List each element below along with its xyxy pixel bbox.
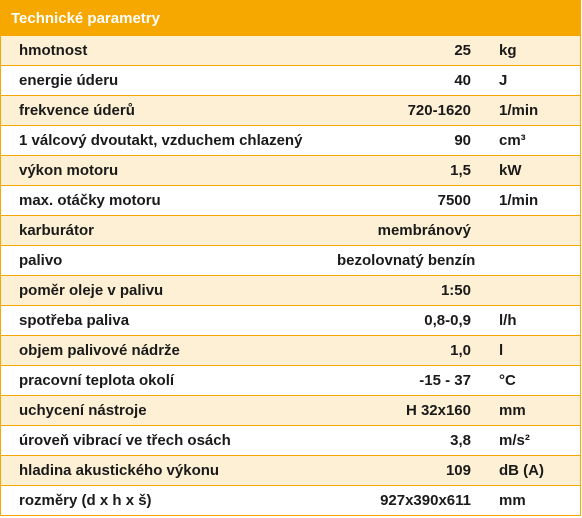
param-unit: 1/min <box>499 102 539 119</box>
table-row <box>1 126 580 156</box>
table-title: Technické parametry <box>11 10 160 27</box>
param-value: 1:50 <box>440 282 471 299</box>
table-row <box>1 306 580 336</box>
table-row <box>1 246 580 276</box>
param-unit: °C <box>499 372 516 389</box>
param-unit: mm <box>499 492 526 509</box>
param-label: hmotnost <box>19 42 88 59</box>
table-row <box>1 366 580 396</box>
param-value: 25 <box>454 42 471 59</box>
param-unit: kW <box>499 162 522 179</box>
param-unit: m/s² <box>499 432 530 449</box>
table-row <box>1 186 580 216</box>
param-unit: 1/min <box>499 192 539 209</box>
param-value: -15 - 37 <box>419 372 471 389</box>
param-value: 1,0 <box>450 342 471 359</box>
param-label: energie úderu <box>19 72 119 89</box>
param-label: pracovní teplota okolí <box>19 372 175 389</box>
table-row <box>1 336 580 366</box>
table-row <box>1 396 580 426</box>
param-value: 927x390x611 <box>380 492 471 509</box>
param-label: úroveň vibrací ve třech osách <box>19 432 231 449</box>
param-unit <box>477 216 582 246</box>
table-row <box>1 66 580 96</box>
param-unit: mm <box>499 402 526 419</box>
param-value: 90 <box>454 132 471 149</box>
param-value: 720-1620 <box>407 102 471 119</box>
param-label: frekvence úderů <box>19 102 135 119</box>
param-label: max. otáčky motoru <box>19 192 161 209</box>
param-unit <box>477 246 582 276</box>
param-label: objem palivové nádrže <box>19 342 180 359</box>
table-row <box>1 456 580 486</box>
param-label: hladina akustického výkonu <box>19 462 220 479</box>
param-value: H 32x160 <box>405 402 471 419</box>
param-unit: l/h <box>499 312 517 329</box>
param-unit: J <box>499 72 508 89</box>
param-value: bezolovnatý benzín <box>337 252 476 269</box>
param-label: palivo <box>19 252 63 269</box>
table-row <box>1 156 580 186</box>
param-value: 7500 <box>437 192 471 209</box>
param-unit: cm³ <box>499 132 526 149</box>
param-label: uchycení nástroje <box>19 402 147 419</box>
param-label: 1 válcový dvoutakt, vzduchem chlazený <box>19 132 303 149</box>
param-value: 1,5 <box>450 162 471 179</box>
param-label: spotřeba paliva <box>19 312 130 329</box>
table-row <box>1 216 580 246</box>
table-row <box>1 276 580 306</box>
table-header <box>0 0 581 36</box>
param-unit: dB (A) <box>499 462 544 479</box>
table-row <box>1 426 580 456</box>
param-label: karburátor <box>19 222 95 239</box>
param-unit: l <box>499 342 504 359</box>
table-row <box>1 486 580 516</box>
param-value: 109 <box>445 462 471 479</box>
param-value: 40 <box>454 72 471 89</box>
param-label: výkon motoru <box>19 162 119 179</box>
table-row <box>1 36 580 66</box>
param-label: rozměry (d x h x š) <box>19 492 152 509</box>
param-value: 3,8 <box>450 432 471 449</box>
param-label: poměr oleje v palivu <box>19 282 164 299</box>
table-body <box>0 36 581 516</box>
param-value: membránový <box>377 222 471 239</box>
param-unit: kg <box>499 42 517 59</box>
table-row <box>1 96 580 126</box>
param-value: 0,8-0,9 <box>424 312 471 329</box>
param-unit <box>477 276 582 306</box>
